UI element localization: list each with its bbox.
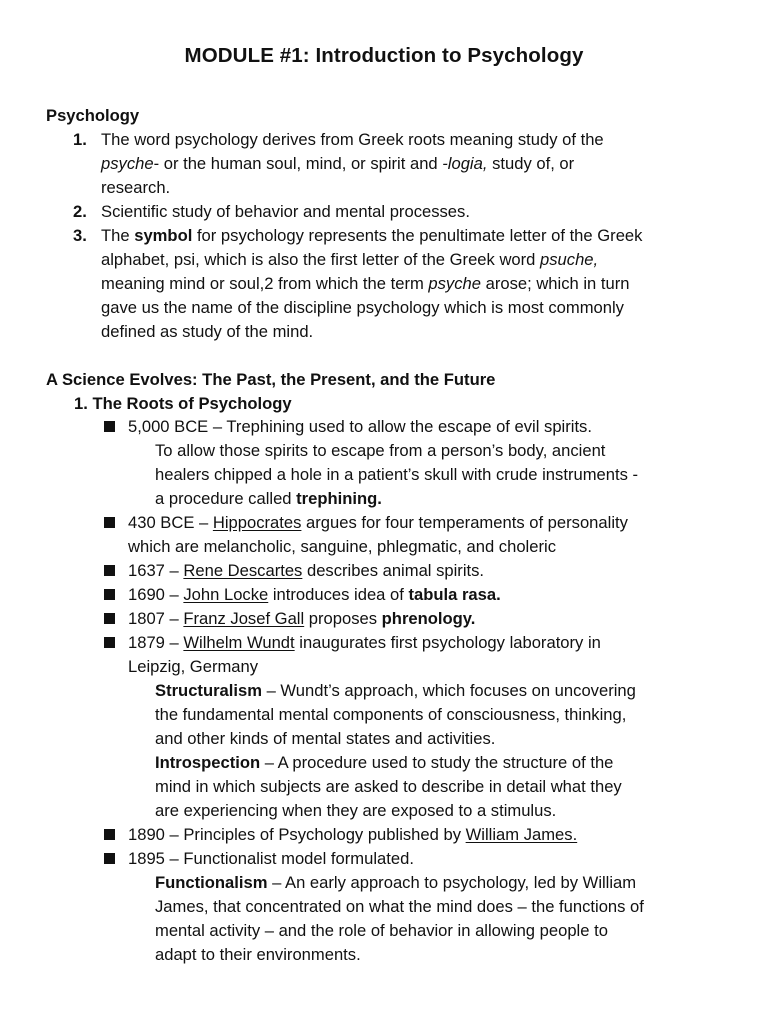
definition-text: are experiencing when they are exposed to a stimulus.: [155, 801, 557, 820]
italic-term: psyche: [428, 274, 481, 293]
text-span: 1807 –: [128, 609, 184, 628]
text-span: 1879 –: [128, 633, 184, 652]
bullet-text: [128, 511, 628, 535]
page-title: MODULE #1: Introduction to Psychology: [184, 44, 584, 67]
list-item-text: [101, 224, 642, 248]
definition-text: adapt to their environments.: [155, 945, 361, 964]
list-number: 3.: [73, 226, 87, 245]
text-span: – A procedure used to study the structure of the: [260, 753, 614, 772]
list-item-text: gave us the name of the discipline psychology which is most commonly: [101, 298, 624, 317]
text-span: proposes: [304, 609, 382, 628]
bullet-subtext: [155, 487, 382, 511]
square-bullet-icon: [104, 637, 115, 648]
text-span: a procedure called: [155, 489, 297, 508]
underlined-name: Wilhelm Wundt: [183, 633, 295, 652]
bold-term: Introspection: [155, 753, 261, 772]
list-item-text: [101, 152, 574, 176]
bold-term: Structuralism: [155, 681, 262, 700]
text-span: arose; which in turn: [480, 274, 630, 293]
bold-term: phrenology.: [381, 609, 476, 628]
section-heading-science-evolves: A Science Evolves: The Past, the Present, and the Future: [46, 370, 496, 389]
bullet-subtext: healers chipped a hole in a patient’s skull with crude instruments -: [155, 465, 639, 484]
underlined-name: Franz Josef Gall: [183, 609, 305, 628]
text-span: inaugurates first psychology laboratory in: [294, 633, 601, 652]
underlined-name: William James.: [465, 825, 578, 844]
definition-introspection: [155, 751, 613, 775]
text-span: 1690 –: [128, 585, 184, 604]
text-span: for psychology represents the penultimate letter of the Greek: [192, 226, 643, 245]
text-span: alphabet, psi, which is also the first letter of the Greek word: [101, 250, 541, 269]
text-span: – Wundt’s approach, which focuses on uncovering: [261, 681, 636, 700]
bullet-subtext: To allow those spirits to escape from a person’s body, ancient: [155, 441, 606, 460]
bullet-text: 5,000 BCE – Trephining used to allow the escape of evil spirits.: [128, 417, 592, 436]
definition-text: and other kinds of mental states and activities.: [155, 729, 496, 748]
italic-term: psyche: [101, 154, 154, 173]
square-bullet-icon: [104, 853, 115, 864]
text-span: introduces idea of: [268, 585, 409, 604]
text-span: – An early approach to psychology, led by William: [267, 873, 637, 892]
square-bullet-icon: [104, 589, 115, 600]
underlined-name: Rene Descartes: [183, 561, 303, 580]
square-bullet-icon: [104, 613, 115, 624]
italic-term: -logia,: [442, 154, 488, 173]
definition-text: mind in which subjects are asked to describe in detail what they: [155, 777, 622, 796]
square-bullet-icon: [104, 829, 115, 840]
subheading-roots: 1. The Roots of Psychology: [74, 394, 292, 413]
text-span: study of, or: [487, 154, 575, 173]
text-span: 430 BCE –: [128, 513, 213, 532]
bullet-text: 1895 – Functionalist model formulated.: [128, 849, 414, 868]
list-item-text: The word psychology derives from Greek roots meaning study of the: [101, 130, 604, 149]
list-item-text: Scientific study of behavior and mental processes.: [101, 202, 470, 221]
definition-structuralism: [155, 679, 636, 703]
square-bullet-icon: [104, 565, 115, 576]
list-item-text: research.: [101, 178, 171, 197]
square-bullet-icon: [104, 421, 115, 432]
bold-term: symbol: [134, 226, 193, 245]
bullet-text: Leipzig, Germany: [128, 657, 259, 676]
definition-text: James, that concentrated on what the mind does – the functions of: [155, 897, 644, 916]
list-item-text: [101, 248, 598, 272]
bullet-text: which are melancholic, sanguine, phlegmatic, and choleric: [128, 537, 556, 556]
text-span: meaning mind or soul,2 from which the term: [101, 274, 429, 293]
list-item-text: [101, 272, 629, 296]
bullet-text: [128, 559, 484, 583]
text-span: describes animal spirits.: [302, 561, 485, 580]
text-span: 1637 –: [128, 561, 184, 580]
list-item-text: defined as study of the mind.: [101, 322, 314, 341]
bullet-text: [128, 607, 475, 631]
bullet-text: [128, 631, 601, 655]
italic-term: psuche,: [540, 250, 599, 269]
bullet-text: [128, 823, 577, 847]
text-span: argues for four temperaments of personality: [301, 513, 628, 532]
list-number: 2.: [73, 202, 87, 221]
bold-term: Functionalism: [155, 873, 268, 892]
list-number: 1.: [73, 130, 87, 149]
text-span: The: [101, 226, 135, 245]
definition-functionalism: [155, 871, 636, 895]
bold-term: trephining.: [296, 489, 382, 508]
underlined-name: Hippocrates: [212, 513, 302, 532]
underlined-name: John Locke: [183, 585, 269, 604]
section-heading-psychology: Psychology: [46, 106, 140, 125]
definition-text: mental activity – and the role of behavior in allowing people to: [155, 921, 608, 940]
text-span: 1890 – Principles of Psychology published by: [128, 825, 466, 844]
bold-term: tabula rasa.: [408, 585, 501, 604]
bullet-text: [128, 583, 501, 607]
definition-text: the fundamental mental components of consciousness, thinking,: [155, 705, 627, 724]
text-span: - or the human soul, mind, or spirit and: [153, 154, 443, 173]
square-bullet-icon: [104, 517, 115, 528]
